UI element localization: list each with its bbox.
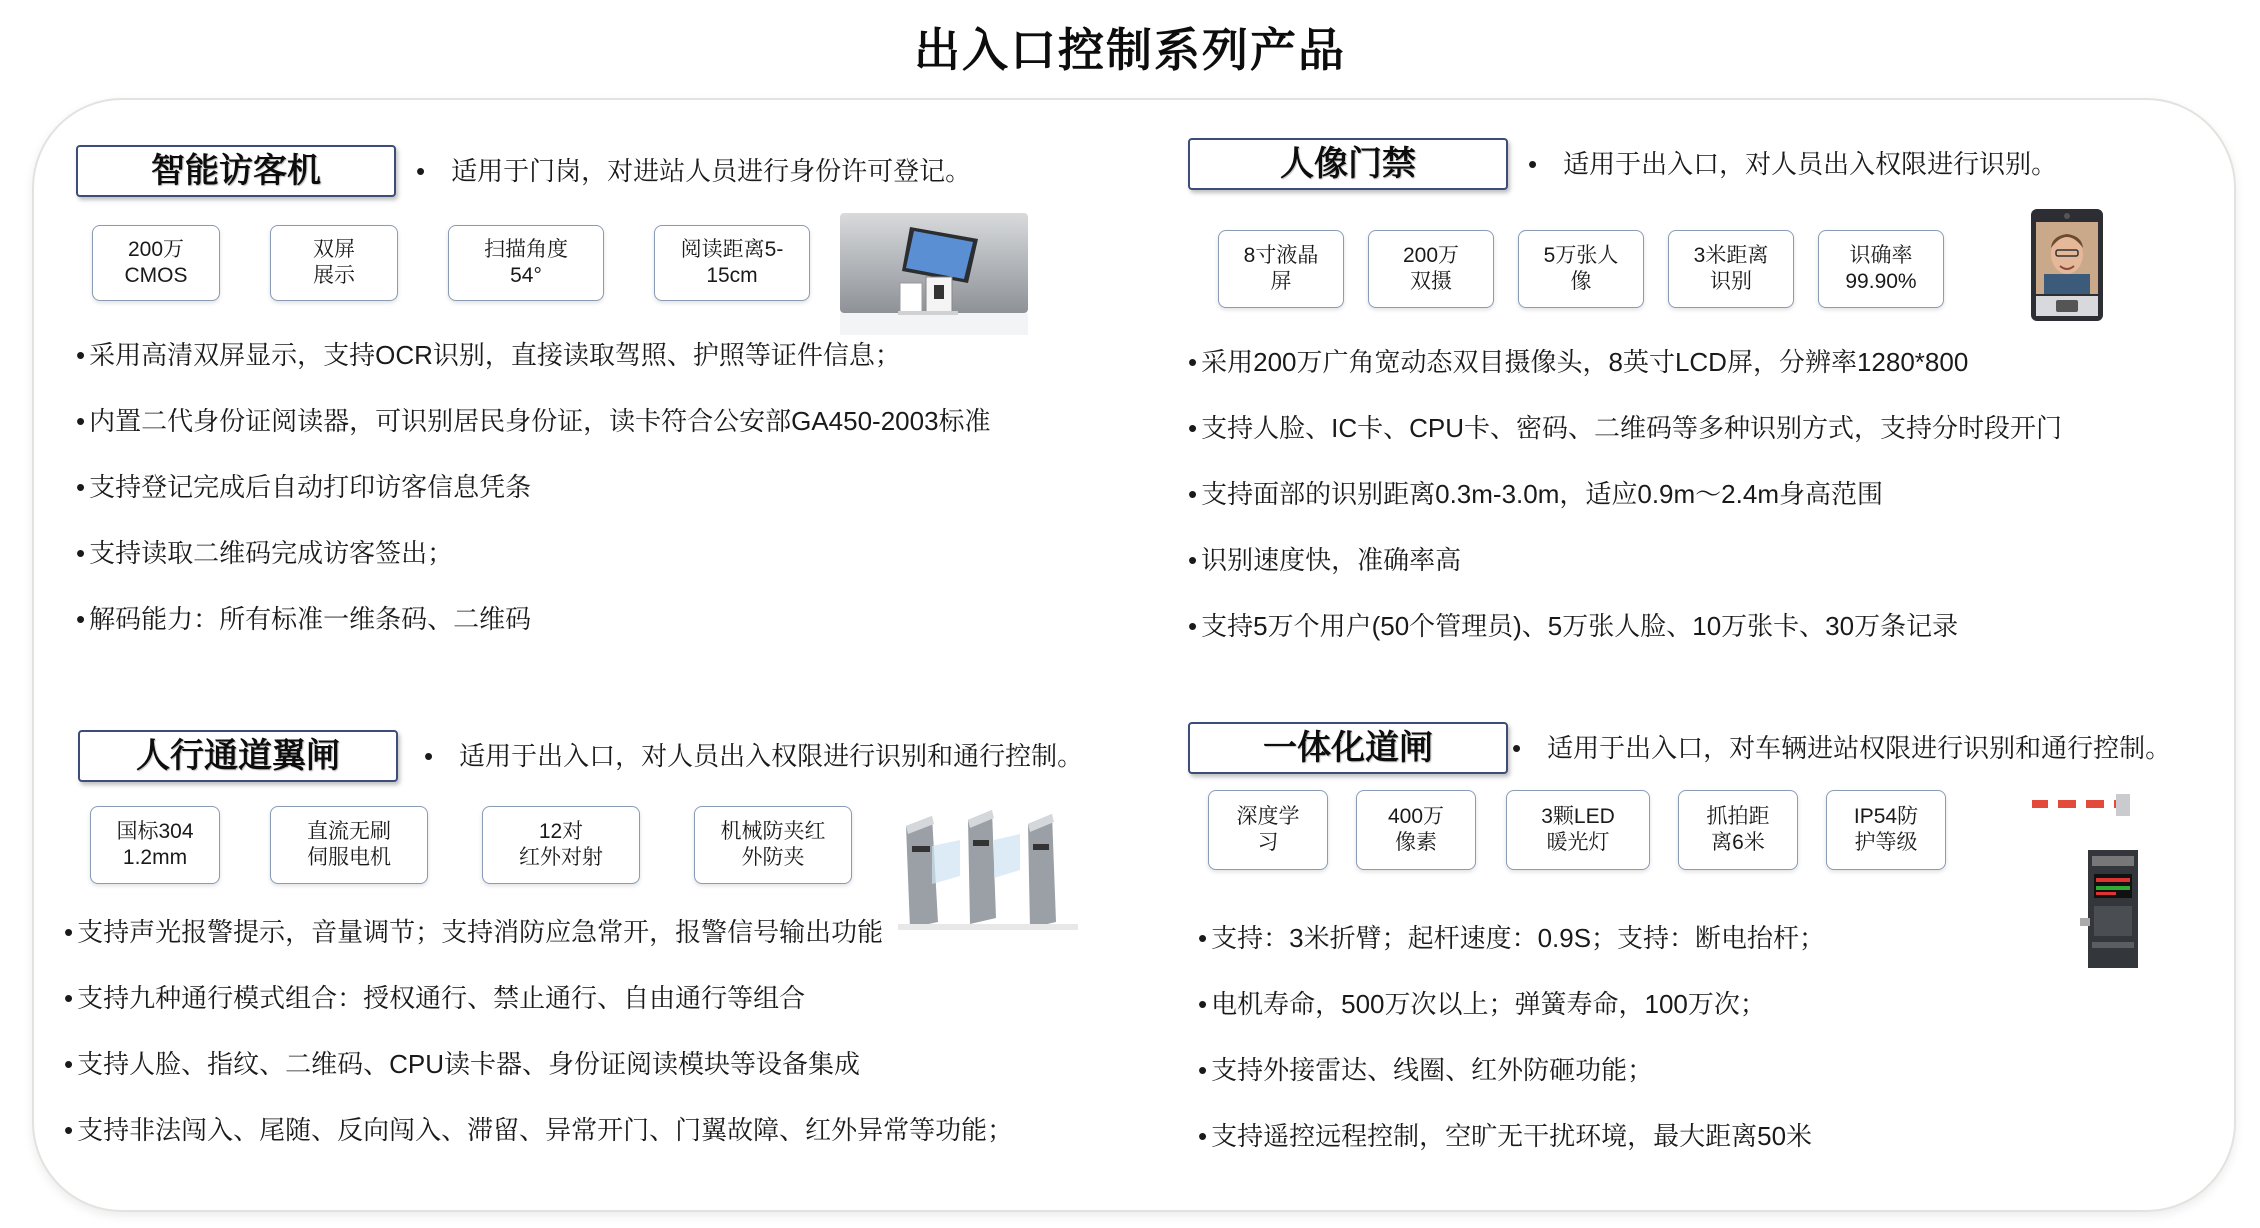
feature-item: • 支持人脸、指纹、二维码、CPU读卡器、身份证阅读模块等设备集成 <box>64 1049 861 1079</box>
spec-tag: 200万 CMOS <box>92 225 220 301</box>
spec-tag: 8寸液晶 屏 <box>1218 230 1344 308</box>
spec-tag: IP54防 护等级 <box>1826 790 1946 870</box>
feature-item: • 支持外接雷达、线圈、红外防砸功能； <box>1198 1055 1654 1085</box>
section-desc-text: 适用于门岗，对进站人员进行身份许可登记。 <box>451 156 972 186</box>
feature-item: • 电机寿命，500万次以上；弹簧寿命，100万次； <box>1198 989 1766 1019</box>
feature-item: • 支持遥控远程控制，空旷无干扰环境，最大距离50米 <box>1198 1121 1813 1151</box>
section-visitor-kiosk <box>76 145 1136 645</box>
spec-tag: 3米距离 识别 <box>1668 230 1794 308</box>
feature-item: • 支持声光报警提示，音量调节；支持消防应急常开，报警信号输出功能 <box>64 917 884 947</box>
spec-tag: 200万 双摄 <box>1368 230 1494 308</box>
feature-item: • 采用高清双屏显示，支持OCR识别，直接读取驾照、护照等证件信息； <box>76 340 901 370</box>
section-desc <box>416 151 971 188</box>
barrier-gate-icon <box>2032 790 2152 975</box>
spec-tag: 400万 像素 <box>1356 790 1476 870</box>
section-desc <box>424 736 1083 773</box>
section-title: 人像门禁 <box>1188 138 1508 190</box>
bullet-dot: • <box>1512 733 1522 763</box>
section-desc-text: 适用于出入口，对人员出入权限进行识别。 <box>1563 149 2058 179</box>
section-desc-text: 适用于出入口，对人员出入权限进行识别和通行控制。 <box>459 741 1084 771</box>
visitor-kiosk-icon <box>840 213 1028 340</box>
feature-item: • 采用200万广角宽动态双目摄像头，8英寸LCD屏，分辨率1280*800 <box>1188 347 1969 377</box>
bullet-dot: • <box>424 741 434 771</box>
section-desc-text: 适用于出入口，对车辆进站权限进行识别和通行控制。 <box>1547 733 2172 763</box>
feature-item: • 内置二代身份证阅读器，可识别居民身份证，读卡符合公安部GA450-2003标准 <box>76 406 991 436</box>
feature-item: • 支持登记完成后自动打印访客信息凭条 <box>76 472 532 502</box>
spec-tag: 深度学 习 <box>1208 790 1328 870</box>
bullet-dot: • <box>416 156 426 186</box>
section-face-access <box>1188 138 2238 641</box>
spec-tag: 3颗LED 暖光灯 <box>1506 790 1650 870</box>
section-title: 智能访客机 <box>76 145 396 197</box>
bullet-dot: • <box>1528 149 1538 179</box>
spec-tag: 阅读距离5- 15cm <box>654 225 810 301</box>
section-desc <box>1512 728 2171 765</box>
spec-tag: 国标304 1.2mm <box>90 806 220 884</box>
section-title: 人行通道翼闸 <box>78 730 398 782</box>
feature-item: • 支持人脸、IC卡、CPU卡、密码、二维码等多种识别方式，支持分时段开门 <box>1188 413 2063 443</box>
feature-item: • 解码能力：所有标准一维条码、二维码 <box>76 604 532 634</box>
spec-tag: 12对 红外对射 <box>482 806 640 884</box>
feature-item: • 支持：3米折臂；起杆速度：0.9S；支持：断电抬杆； <box>1198 923 1826 953</box>
spec-tag: 5万张人 像 <box>1518 230 1644 308</box>
section-barrier-gate <box>1188 722 2238 1182</box>
spec-tag: 识确率 99.90% <box>1818 230 1944 308</box>
feature-item: • 支持九种通行模式组合：授权通行、禁止通行、自由通行等组合 <box>64 983 806 1013</box>
section-title: 一体化道闸 <box>1188 722 1508 774</box>
feature-item: • 支持5万个用户(50个管理员)、5万张人脸、10万张卡、30万条记录 <box>1188 611 1959 641</box>
spec-tag: 扫描角度 54° <box>448 225 604 301</box>
feature-item: • 支持面部的识别距离0.3m-3.0m，适应0.9m～2.4m身高范围 <box>1188 479 1883 509</box>
section-desc <box>1528 144 2057 181</box>
section-wing-turnstile <box>64 730 1138 1190</box>
wing-turnstile-icon <box>898 806 1078 935</box>
page-title: 出入口控制系列产品 <box>914 24 1346 76</box>
feature-item: • 识别速度快，准确率高 <box>1188 545 1462 575</box>
spec-tag: 抓拍距 离6米 <box>1678 790 1798 870</box>
feature-item: • 支持非法闯入、尾随、反向闯入、滞留、异常开门、门翼故障、红外异常等功能； <box>64 1115 1014 1145</box>
spec-tag: 直流无刷 伺服电机 <box>270 806 428 884</box>
face-terminal-icon <box>2030 208 2104 327</box>
spec-tag: 双屏 展示 <box>270 225 398 301</box>
feature-item: • 支持读取二维码完成访客签出； <box>76 538 454 568</box>
spec-tag: 机械防夹红 外防夹 <box>694 806 852 884</box>
